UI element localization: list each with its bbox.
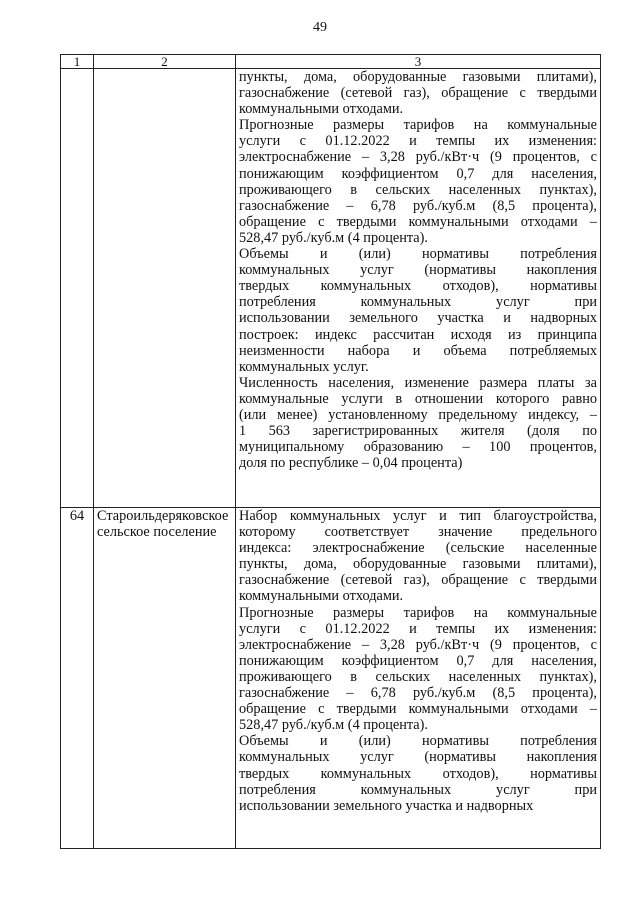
table-header-row [61,55,601,69]
row-number [61,69,94,508]
column-header-1: 1 [61,55,94,69]
text-line: коммунальных услуг (нормативы накопления [239,749,597,766]
text-line: 528,47 руб./куб.м (4 процента). [239,717,428,734]
text-line: Объемы и (или) нормативы потребления [239,733,597,750]
paragraph [239,117,597,246]
text-line: потребления коммунальных услуг при [239,294,597,311]
text-line: Численность населения, изменение размера платы за [239,374,597,391]
table-row [61,508,601,849]
text-line: газоснабжение (сетевой газ), обращение с твердыми [239,85,597,102]
text-line: Набор коммунальных услуг и тип благоустройства, [239,508,597,524]
column-header-2: 2 [94,55,236,69]
text-line: которому соответствует значение предельного [239,524,597,541]
text-line: понижающим коэффициентом 0,7 для населения, [239,165,597,182]
text-line: пункты, дома, оборудованные газовыми плитами), [239,556,597,573]
text-line: доля по республике – 0,04 процента) [239,455,463,472]
text-line: коммунальных услуг. [239,358,369,375]
text-line: (или менее) установленному предельному индексу, – [239,406,597,423]
text-line: услуги с 01.12.2022 и темпы их изменения: [239,620,597,637]
text-line: Объемы и (или) нормативы потребления [239,246,597,263]
text-line: 528,47 руб./куб.м (4 процента). [239,229,428,246]
text-line: коммунальными отходами. [239,101,404,118]
text-line: твердых коммунальных отходов), нормативы [239,278,597,295]
text-line: коммунальные услуги в отношении которого равно [239,390,597,407]
text-line: услуги с 01.12.2022 и темпы их изменения: [239,133,597,150]
text-line: потребления коммунальных услуг при [239,781,597,798]
column-header-3: 3 [236,55,601,69]
text-line: проживающего в сельских населенных пунктах), [239,181,597,198]
text-line: электроснабжение – 3,28 руб./кВт·ч (9 процентов, с [239,636,597,653]
text-line: проживающего в сельских населенных пунктах), [239,668,597,685]
text-line: газоснабжение – 6,78 руб./куб.м (8,5 процента), [239,197,597,214]
text-line: использовании земельного участка и надворных [239,797,534,814]
paragraph [239,508,597,605]
text-line: обращение с твердыми коммунальными отходами – [239,213,597,230]
paragraph [239,375,597,472]
text-line: электроснабжение – 3,28 руб./кВт·ч (9 процентов, с [239,149,597,166]
text-line: муниципальному образованию – 100 процентов, [239,439,597,456]
text-line: Прогнозные размеры тарифов на коммунальные [239,604,597,621]
text-line: использовании земельного участка и надворных [239,310,597,327]
text-line: газоснабжение (сетевой газ), обращение с твердыми [239,572,597,589]
table-row [61,69,601,508]
paragraph [239,246,597,375]
text-line: индекса: электроснабжение (сельские населенные [239,540,597,557]
paragraph [239,605,597,734]
settlement-name [94,69,236,508]
text-line: неизменности набора и объема потребляемых [239,342,597,359]
text-line: пункты, дома, оборудованные газовыми плитами), [239,69,597,85]
text-line: 1 563 зарегистрированных жителя (доля по [239,423,597,440]
text-line: обращение с твердыми коммунальными отходами – [239,701,597,718]
tariff-description [236,508,601,849]
page-number: 49 [313,20,327,35]
text-line: коммунальных услуг (нормативы накопления [239,262,597,279]
paragraph [239,733,597,813]
text-line: построек: индекс рассчитан исходя из принципа [239,326,597,343]
text-line: понижающим коэффициентом 0,7 для населения, [239,652,597,669]
text-line: газоснабжение – 6,78 руб./куб.м (8,5 процента), [239,685,597,702]
row-number: 64 [61,508,94,849]
tariff-table [60,54,601,849]
text-line: Прогнозные размеры тарифов на коммунальные [239,117,597,134]
paragraph [239,69,597,117]
text-line: твердых коммунальных отходов), нормативы [239,765,597,782]
settlement-name: Староильдеряковское сельское поселение [94,508,236,849]
tariff-description [236,69,601,508]
text-line: коммунальными отходами. [239,588,404,605]
